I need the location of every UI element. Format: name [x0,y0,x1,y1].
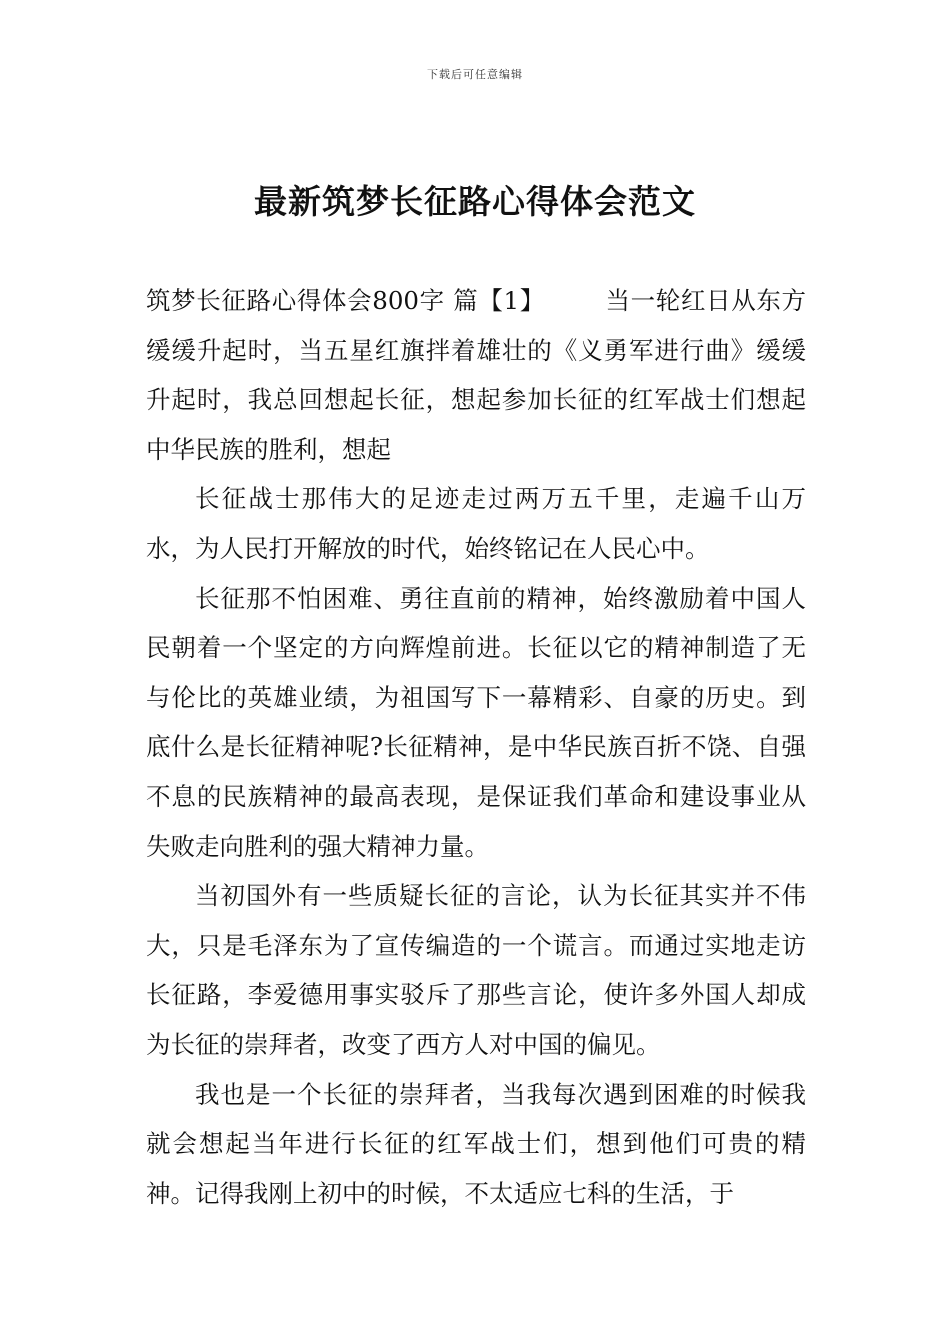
document-title: 最新筑梦长征路心得体会范文 [254,182,696,221]
body-paragraph: 长征战士那伟大的足迹走过两万五千里，走遍千山万水，为人民打开解放的时代，始终铭记在人民心中。 [146,484,806,563]
section-label: 筑梦长征路心得体会800字 篇【1】 [146,286,545,315]
body-paragraph: 当初国外有一些质疑长征的言论，认为长征其实并不伟大，只是毛泽东为了宣传编造的一个谎言。而通过实地走访长征路，李爱德用事实驳斥了那些言论，使许多外国人却成为长征的崇拜者，改变了西方人对中国的偏见。 [146,881,806,1059]
body-paragraph: 长征那不怕困难、勇往直前的精神，始终激励着中国人民朝着一个坚定的方向辉煌前进。长征以它的精神制造了无与伦比的英雄业绩，为祖国写下一幕精彩、自豪的历史。到底什么是长征精神呢?长征精神，是中华民族百折不饶、自强不息的民族精神的最高表现，是保证我们革命和建设事业从失败走向胜利的强大精神力量。 [146,583,806,861]
intro-text: 当一轮红日从东方缓缓升起时，当五星红旗拌着雄壮的《义勇军进行曲》缓缓升起时，我总回想起长征，想起参加长征的红军战士们想起中华民族的胜利，想起 [146,286,807,464]
body-paragraph: 我也是一个长征的崇拜者，当我每次遇到困难的时候我就会想起当年进行长征的红军战士们，想到他们可贵的精神。记得我刚上初中的时候，不太适应七科的生活，于 [146,1079,806,1208]
intro-paragraph [146,276,806,474]
document-body [146,276,806,1218]
page-header-note: 下载后可任意编辑 [427,68,523,81]
